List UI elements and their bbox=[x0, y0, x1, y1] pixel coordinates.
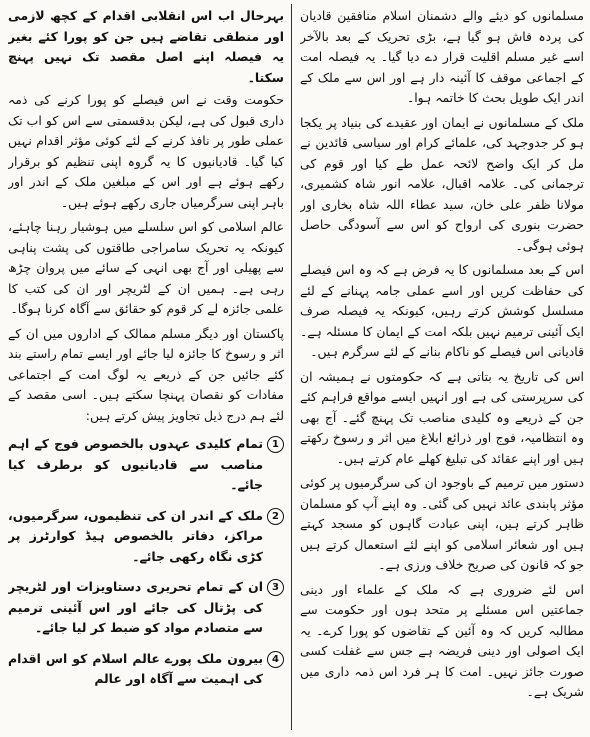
numbered-point bbox=[8, 506, 284, 568]
right-column bbox=[300, 6, 584, 728]
intro-line: بہرحال اب اس انقلابی اقدام کے کچھ لازمی اور منطقی تقاضے ہیں جن کو پورا کئے بغیر یہ فیصلہ اپنے اصل مقصد تک نہیں پہنچ سکتا۔ bbox=[8, 8, 284, 85]
paragraph: حکومت وقت نے اس فیصلے کو پورا کرنے کی ذمہ داری قبول کی ہے، لیکن بدقسمتی سے اس کو اب تک عملی طور پر نافذ کرنے کے لئے کوئی مؤثر اقدام نہیں کیا گیا۔ قادیانیوں کا یہ گروہ اپنی تنظیم کو برقرار رکھے ہوئے ہے اور اس کے مبلغین ملک کے اندر اور باہر اپنی سرگرمیاں جاری رکھے ہوئے ہیں۔ bbox=[8, 92, 284, 210]
column-divider bbox=[291, 4, 292, 730]
point-number: 4 bbox=[267, 651, 284, 668]
paragraph: اس کی تاریخ یہ بتاتی ہے کہ حکومتوں نے ہمیشہ ان کی سرپرستی کی ہے اور انہیں ایسے مواقع فراہم کئے جن کے ذریعے وہ کلیدی مناصب تک پہنچ گئے۔ آج بھی وہ انتظامیہ، فوج اور ذرائع ابلاغ میں اثر و رسوخ رکھتے ہیں اور اپنے عقائد کی تبلیغ کھلے عام کرتے ہیں۔ bbox=[300, 368, 584, 466]
paragraph: اس کے بعد مسلمانوں کا یہ فرض ہے کہ وہ اس فیصلے کی حفاظت کریں اور اسے عملی جامہ پہنانے کے لئے مسلسل کوشش کرتے رہیں، کیونکہ یہ فیصلہ صرف ایک آئینی ترمیم نہیں بلکہ امت کے ایمان کا مسئلہ ہے۔ قادیانی اس فیصلے کو ناکام بنانے کے لئے سرگرم ہیں۔ bbox=[300, 262, 584, 359]
numbered-point bbox=[8, 434, 284, 496]
numbered-point bbox=[8, 649, 284, 690]
point-text: تمام کلیدی عہدوں بالخصوص فوج کے اہم مناصب سے قادیانیوں کو برطرف کیا جائے۔ bbox=[8, 436, 263, 492]
point-text: ان کے تمام تحریری دستاویزات اور لٹریچر کی پڑتال کی جائے اور اس آئینی ترمیم سے متصادم مواد کو ضبط کر لیا جائے۔ bbox=[8, 579, 263, 635]
point-text: ملک کے اندر ان کی تنظیموں، سرگرمیوں، مراکز، دفاتر بالخصوص ہیڈ کوارٹرز پر کڑی نگاہ رکھی جائے۔ bbox=[8, 507, 263, 564]
paragraph: عالم اسلامی کو اس سلسلے میں ہوشیار رہنا چاہئے، کیونکہ یہ تحریک سامراجی طاقتوں کی پشت پناہی سے پھیلی اور آج بھی انہی کے سائے میں پروان چڑھ رہی ہے۔ ہمیں ان کے لٹریچر اور ان کی کتب کا علمی جائزہ لے کر قوم کو حقائق سے آگاہ کرنا ہوگا۔ bbox=[8, 219, 284, 316]
point-number: 3 bbox=[267, 579, 284, 596]
point-number: 1 bbox=[267, 436, 284, 453]
point-number: 2 bbox=[267, 508, 284, 525]
paragraph: مسلمانوں کو دیئے والے دشمنان اسلام منافقین قادیان کی پردہ فاش ہو گیا ہے، بڑی تحریک کے بعد بالآخر اسے غیر مسلم اقلیت قرار دے دیا گیا۔ یہ فیصلہ امت کے اجماعی موقف کا آئینہ دار ہے اور اس سے ملک کے اندر ایک طویل بحث کا خاتمہ ہوا۔ bbox=[300, 8, 584, 105]
paragraph: پاکستان اور دیگر مسلم ممالک کے اداروں میں ان کے اثر و رسوخ کا جائزہ لیا جائے اور ایسے تمام راستے بند کئے جائیں جن کے ذریعے یہ لوگ امت کے اجتماعی مفادات کو نقصان پہنچا سکتے ہیں۔ اسی مقصد کے لئے ہم درج ذیل تجاویز پیش کرتے ہیں: bbox=[8, 325, 284, 423]
paragraph: دستور میں ترمیم کے باوجود ان کی سرگرمیوں پر کوئی مؤثر پابندی عائد نہیں کی گئی۔ وہ اپنے آپ کو مسلمان ظاہر کرتے ہیں، اپنی عبادت گاہوں کو مسجد کہتے ہیں اور شعائر اسلامی کو اپنے لئے استعمال کرتے ہیں جو کہ قانون کی صریح خلاف ورزی ہے۔ bbox=[300, 475, 584, 572]
paragraph: اس لئے ضروری ہے کہ ملک کے علماء اور دینی جماعتیں اس مسئلے پر متحد ہوں اور حکومت سے مطالبہ کریں کہ وہ آئین کے تقاضوں کو پورا کرے۔ یہ ایک اصولی اور دینی فریضہ ہے جس سے غفلت کسی صورت جائز نہیں۔ امت کا ہر فرد اس ذمہ داری میں شریک ہے۔ bbox=[300, 581, 584, 699]
left-column bbox=[8, 6, 284, 728]
point-text: بیرون ملک پورے عالم اسلام کو اس اقدام کی اہمیت سے آگاہ اور عالم bbox=[8, 650, 263, 686]
numbered-point bbox=[8, 577, 284, 639]
paragraph: ملک کے مسلمانوں نے ایمان اور عقیدے کی بنیاد پر یکجا ہو کر جدوجہد کی، علمائے کرام اور سیاسی قائدین نے مل کر ایک واضح لائحہ عمل طے کیا اور قوم کی ترجمانی کی۔ علامہ اقبال، علامہ انور شاہ کشمیری، مولانا ظفر علی خان، سید عطاء اللہ شاہ بخاری اور حضرت بنوری کی ارواح کو اس سے آسودگی حاصل ہوئی ہوگی۔ bbox=[300, 114, 584, 253]
